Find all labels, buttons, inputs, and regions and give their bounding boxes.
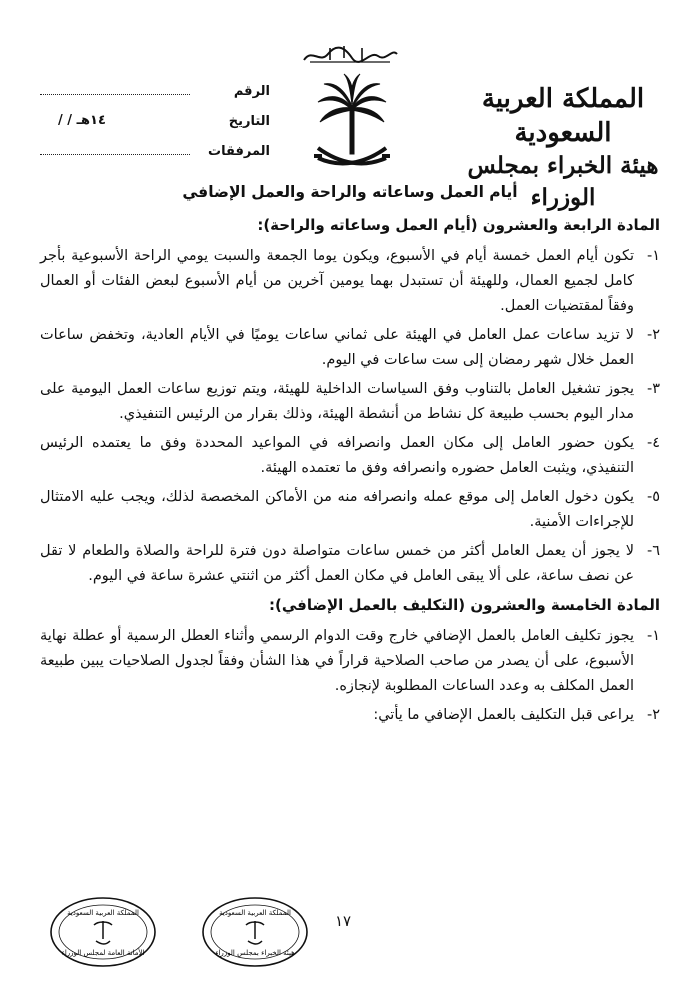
document-title: أيام العمل وساعاته والراحة والعمل الإضافي — [182, 183, 518, 201]
article-24-item — [40, 244, 660, 319]
article-24-item — [40, 323, 660, 373]
seal-top-text: المملكة العربية السعودية — [67, 909, 139, 917]
item-text: يكون دخول العامل إلى موقع عمله وانصرافه منه من الأماكن المخصصة لذلك، ويجب عليه الامتثال للإجراءات الأمنية. — [40, 489, 634, 530]
item-number: ٢- — [646, 707, 660, 723]
attachments-line — [40, 154, 190, 155]
item-text: لا يجوز أن يعمل العامل أكثر من خمس ساعات متواصلة دون فترة للراحة والصلاة والطعام لا تقل عن نصف ساعة، على ألا يبقى العامل في مكان العمل أكثر من اثنتي عشرة ساعة في اليوم. — [40, 543, 634, 584]
item-number: ١- — [646, 628, 660, 644]
reference-line — [40, 94, 190, 95]
seal-top-text: المملكة العربية السعودية — [219, 909, 291, 917]
date-value: / / ١٤هـ — [58, 113, 106, 128]
palm-swords-emblem-icon — [312, 72, 392, 177]
seal-bottom-text: هيئة الخبراء بمجلس الوزراء — [215, 949, 295, 957]
experts-commission-seal — [200, 895, 310, 969]
item-number: ٣- — [646, 381, 660, 397]
item-number: ١- — [646, 248, 660, 264]
article-24-heading: المادة الرابعة والعشرون (أيام العمل وساعاته والراحة): — [257, 216, 660, 234]
general-secretariat-seal — [48, 895, 158, 969]
article-24-item — [40, 485, 660, 535]
article-25-heading: المادة الخامسة والعشرون (التكليف بالعمل الإضافي): — [269, 596, 660, 614]
reference-block — [40, 80, 270, 170]
kingdom-name: المملكة العربية السعودية — [481, 84, 645, 148]
date-label: التاريخ — [228, 114, 270, 129]
basmala-calligraphy — [300, 42, 400, 68]
reference-number-row — [40, 80, 270, 110]
page-number: ١٧ — [335, 912, 352, 930]
item-text: يكون حضور العامل إلى مكان العمل وانصرافه في المواعيد المحددة وفق ما يعتمده الرئيس التنفيذي، ويثبت العامل حضوره وانصرافه وفق ما تعتمده الهيئة. — [40, 435, 634, 476]
agency-name: هيئة الخبراء بمجلس الوزراء — [467, 152, 659, 211]
item-number: ٢- — [646, 327, 660, 343]
item-number: ٤- — [646, 435, 660, 451]
item-number: ٥- — [646, 489, 660, 505]
article-24-item — [40, 377, 660, 427]
date-row — [40, 110, 270, 140]
item-text: يجوز تشغيل العامل بالتناوب وفق السياسات الداخلية للهيئة، ويتم توزيع ساعات العمل اليومية على مدار اليوم بحسب طبيعة كل نشاط من أنشطة الهيئة، وذلك بقرار من الرئيس التنفيذي. — [40, 381, 634, 422]
item-text: يراعى قبل التكليف بالعمل الإضافي ما يأتي: — [373, 707, 634, 723]
item-number: ٦- — [646, 543, 660, 559]
item-text: لا تزيد ساعات عمل العامل في الهيئة على ثماني ساعات يوميًا في الأيام العادية، وتخفض ساعات العمل خلال شهر رمضان إلى ست ساعات في اليوم. — [40, 327, 634, 368]
seal-bottom-text: الأمانة العامة لمجلس الوزراء — [61, 949, 145, 957]
document-body — [40, 180, 660, 732]
article-25-item — [40, 624, 660, 699]
item-text: يجوز تكليف العامل بالعمل الإضافي خارج وقت الدوام الرسمي وأثناء العطل الرسمية أو عطلة نهاية الأسبوع، على أن يصدر من صاحب الصلاحية قراراً في هذا الشأن وفقاً لجدول الصلاحيات يبين طبيعة العمل المكلف به وعدد الساعات المطلوبة لإنجازه. — [40, 628, 634, 694]
article-24-item — [40, 431, 660, 481]
reference-label: الرقم — [233, 84, 270, 99]
attachments-row — [40, 140, 270, 170]
article-25-item — [40, 703, 660, 728]
article-24-item — [40, 539, 660, 589]
item-text: تكون أيام العمل خمسة أيام في الأسبوع، ويكون يوما الجمعة والسبت يومي الراحة الأسبوعية بأجر كامل لجميع العمال، وللهيئة أن تستبدل بهما يومين آخرين من أيام الأسبوع لبعض الفئات أو العمال وفقاً لمقتضيات العمل. — [40, 248, 634, 314]
attachments-label: المرفقات — [208, 144, 270, 159]
